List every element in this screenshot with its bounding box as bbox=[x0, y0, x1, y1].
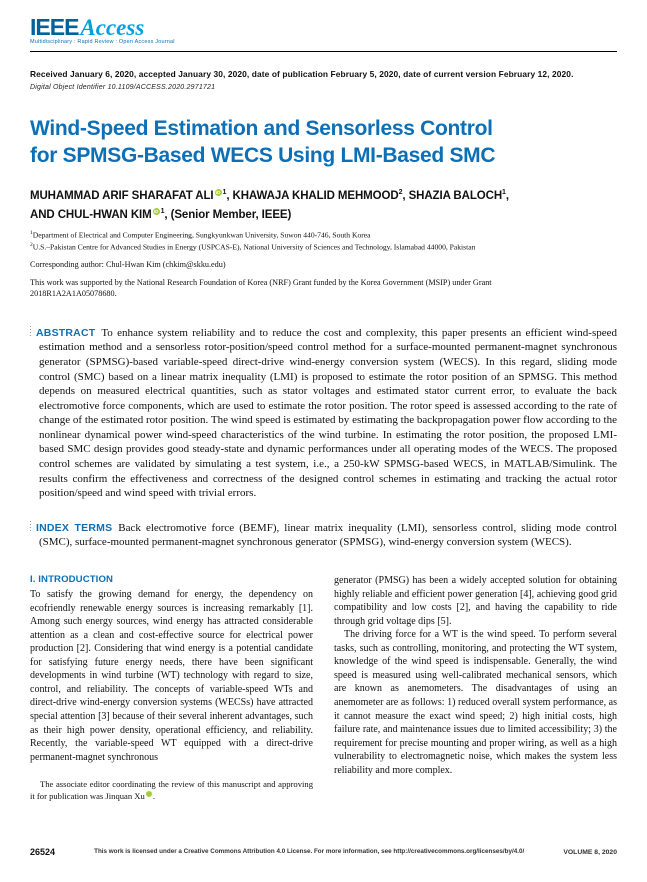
abstract-paragraph bbox=[30, 326, 617, 501]
author-membership: , (Senior Member, IEEE) bbox=[164, 208, 292, 221]
author-affil-sup: 1 bbox=[502, 189, 506, 196]
license-text: This work is licensed under a Creative Commons Attribution 4.0 License. For more information, see http://creativecommons.org/licenses/by/4.0/ bbox=[94, 848, 525, 855]
intro-paragraph-left: To satisfy the growing demand for energy, the dependency on ecofriendly renewable energy sources is increasing remarkably [1]. Among such energy sources, wind energy has attracted considerable attention as a clean and cost-effective source for electrical power production [2]. Considering that wind energy is a potential candidate for satisfying future energy needs, there have been significant developments in wind turbine (WT) technology with regard to size, control, and reliability. The concepts of variable-speed WTs and direct-drive wind-energy conversion systems (WECSs) have attracted special attention [3] because of their several inherent advantages, such as their high power density, operational efficiency, and reliability. Recently, the variable-speed WT equipped with a direct-drive permanent-magnet synchronous bbox=[30, 589, 313, 763]
ieee-logo-text: IEEE bbox=[30, 14, 79, 40]
dotted-marker-icon bbox=[30, 521, 31, 532]
affiliation-text: U.S.–Pakistan Centre for Advanced Studies in Energy (USPCAS-E), National University of Sciences and Technology, Islamabad 44000, Pakistan bbox=[32, 242, 476, 252]
section-heading-introduction: I. INTRODUCTION bbox=[30, 574, 114, 586]
page-title bbox=[30, 115, 617, 169]
affiliations bbox=[30, 228, 617, 253]
affiliation-sup: 2 bbox=[30, 242, 33, 249]
journal-tagline: Multidisciplinary : Rapid Review : Open Access Journal bbox=[30, 39, 175, 45]
volume-label: VOLUME 8, 2020 bbox=[563, 849, 617, 856]
funding-statement: This work was supported by the National Research Foundation of Korea (NRF) Grant funded by the Korea Government (MSIP) under Grant 2018R1A2A1A05078680. bbox=[30, 277, 492, 299]
index-terms-label: INDEX TERMS bbox=[36, 521, 113, 534]
affiliation-text: Department of Electrical and Computer Engineering, Sungkyunkwan University, Suwon 440-746, South Korea bbox=[32, 230, 371, 240]
footnote-period: . bbox=[152, 791, 155, 802]
dotted-marker-icon bbox=[30, 326, 31, 337]
author-name: MUHAMMAD ARIF SHARAFAT ALI bbox=[30, 189, 214, 202]
abstract-label: ABSTRACT bbox=[36, 326, 96, 339]
index-terms-text: Back electromotive force (BEMF), linear matrix inequality (LMI), sensorless control, sliding mode control (SMC), surface-mounted permanent-magnet synchronous generator (SPMSG), wind-energy conversion system (WECS). bbox=[39, 521, 617, 549]
author-line-2 bbox=[30, 204, 617, 223]
author-separator: , bbox=[505, 189, 509, 202]
author-affil-sup: 1 bbox=[222, 189, 227, 196]
footnote-text: The associate editor coordinating the review of this manuscript and approving it for publication was Jinquan Xu bbox=[30, 779, 313, 802]
author-name: SHAZIA BALOCH bbox=[408, 189, 503, 202]
author-name: CHUL-HWAN KIM bbox=[57, 208, 152, 221]
body-columns bbox=[30, 574, 617, 811]
right-column bbox=[334, 574, 617, 811]
abstract-block bbox=[30, 326, 617, 501]
author-list bbox=[30, 185, 617, 223]
author-and-prefix: AND bbox=[30, 208, 58, 221]
author-separator: , bbox=[402, 189, 409, 202]
abstract-text: To enhance system reliability and to reduce the cost and complexity, this paper presents an efficient wind-speed estimation method and a sensorless rotor-position/speed control method for a surface-mounted permanent-magnet synchronous generator (SPMSG)-based variable-speed direct-drive wind-energy conversion system (WECS). In this regard, sliding mode control (SMC) based on a linear matrix inequality (LMI) is proposed to estimate the rotor position of an SPMSG. This method depends on measured electrical quantities, such as stator voltages and estimated stator current error, to evaluate the back electromotive force components, which are used to estimate the rotor position. The rotor speed is assessed according to the rate of change of the estimated rotor position. The wind speed is estimated by estimating the backpropagation power flow according to the nonlinear dynamical power wind-speed characteristics of the wind turbine. In estimating the rotor position, the proposed LMI-based SMC design provides good steady-state and dynamic performances under all operating modes of the WECS. The proposed control schemes are validated by simulating a test system, i.e., a 250-kW SPMSG-based WECS, in MATLAB/Simulink. The results confirm the effectiveness and correctness of the designed control schemes in estimating and tracking the actual rotor position/speed and wind speed with trivial errors. bbox=[39, 326, 617, 500]
index-terms-paragraph bbox=[30, 521, 617, 550]
journal-logo bbox=[30, 14, 617, 45]
associate-editor-footnote bbox=[30, 778, 313, 802]
page-number: 26524 bbox=[30, 847, 56, 857]
orcid-icon[interactable]: iD bbox=[153, 208, 159, 214]
affiliation-sup: 1 bbox=[30, 229, 33, 236]
access-logo-text: Access bbox=[80, 15, 145, 40]
left-column bbox=[30, 574, 313, 811]
doi-line: Digital Object Identifier 10.1109/ACCESS.2020.2971721 bbox=[30, 84, 216, 91]
intro-paragraph-right-1: generator (PMSG) has been a widely accepted solution for obtaining highly reliable and efficient power generation [4], achieving good grid compatibility and low costs [2], and having the capability to ride through grid voltage dips [5]. bbox=[334, 575, 617, 627]
corresponding-author-line: Corresponding author: Chul-Hwan Kim (chkim@skku.edu) bbox=[30, 259, 226, 269]
page-footer bbox=[30, 847, 617, 857]
intro-paragraph-right-2: The driving force for a WT is the wind speed. To perform several tasks, such as controlling, monitoring, and protecting the WT system, knowledge of the wind speed is indispensable. Generally, the wind speed is measured using well-calibrated mechanical sensors, which are known as anemometers. The disadvantages of using an anemometer are as follows: 1) reduced overall system performance, as it cannot measure the exact wind speed; 2) high initial costs, high failure rate, and maintenance issues due to limited accessibility; 3) the requirement for precise mounting and proper wiring, as well as a high vulnerability to electromagnetic noise, which makes the system less reliability and more complex. bbox=[334, 629, 617, 776]
author-separator: , bbox=[226, 189, 233, 202]
author-line-1 bbox=[30, 185, 617, 204]
author-name: KHAWAJA KHALID MEHMOOD bbox=[232, 189, 399, 202]
author-affil-sup: 1 bbox=[160, 207, 165, 215]
orcid-icon[interactable]: iD bbox=[146, 791, 152, 797]
affiliation-2 bbox=[30, 240, 617, 253]
index-terms-block bbox=[30, 521, 617, 550]
affiliation-1 bbox=[30, 228, 617, 241]
received-dates-line: Received January 6, 2020, accepted January 30, 2020, date of publication February 5, 2020, date of current version February 12, 2020. bbox=[30, 69, 574, 79]
header-divider bbox=[30, 51, 617, 52]
author-affil-sup: 2 bbox=[398, 189, 403, 196]
title-line-2: for SPMSG-Based WECS Using LMI-Based SMC bbox=[30, 144, 496, 167]
orcid-icon[interactable]: iD bbox=[215, 190, 221, 195]
title-line-1: Wind-Speed Estimation and Sensorless Control bbox=[30, 117, 493, 140]
